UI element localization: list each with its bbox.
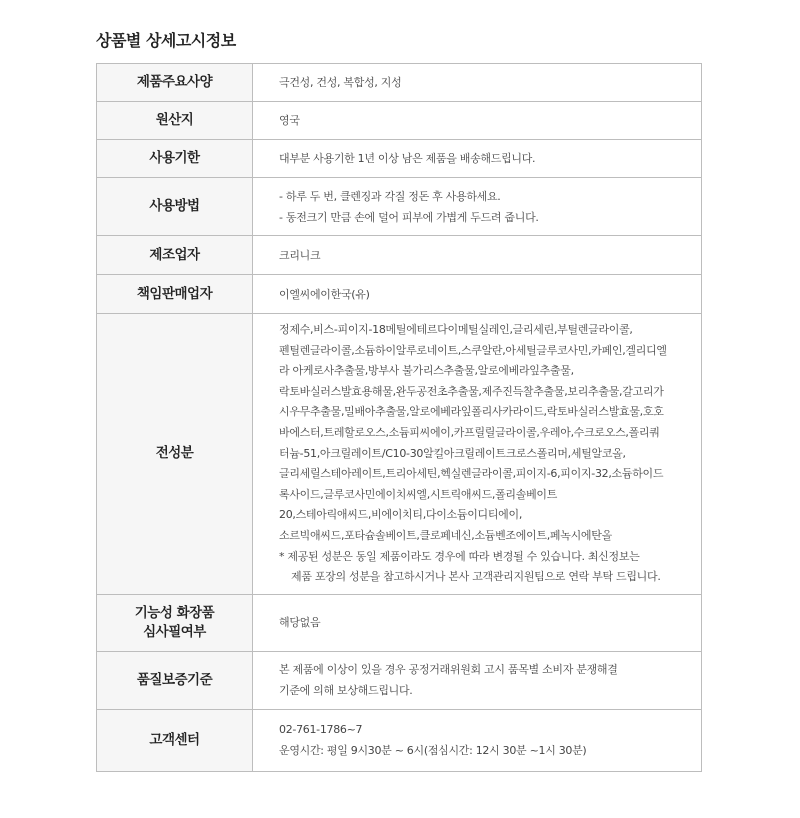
value-line: 정제수,비스-피이지-18메틸에테르다이메틸실레인,글리세린,부틸렌글라이콜, <box>279 323 633 336</box>
row-value <box>253 651 702 709</box>
value-line: 영국 <box>279 114 300 127</box>
value-line: 바에스터,트레할로오스,소듐피씨에이,카프릴릴글라이콜,우레아,수크로오스,폴리쿼 <box>279 425 660 439</box>
value-line: - 하루 두 번, 클렌징과 각질 정돈 후 사용하세요. <box>279 189 501 203</box>
row-value <box>253 102 702 140</box>
ingredients-value <box>253 314 702 595</box>
row-value <box>253 140 702 178</box>
row-label: 책임판매업자 <box>97 275 253 314</box>
row-label: 제품주요사양 <box>97 64 253 102</box>
row-value <box>253 64 702 102</box>
label-line: 기능성 화장품 <box>134 604 215 621</box>
value-line: 운영시간: 평일 9시30분 ~ 6시(점심시간: 12시 30분 ~1시 30분) <box>279 744 587 758</box>
table-row <box>97 651 702 709</box>
row-value <box>253 236 702 275</box>
value-line: 20,스테아릭애씨드,비에이치티,다이소듐이디티에이, <box>279 508 523 522</box>
ingredients-note: 제품 포장의 성분을 참고하시거나 본사 고객관리지원팀으로 연락 부탁 드립니다. <box>291 570 661 584</box>
row-label: 고객센터 <box>97 709 253 771</box>
value-line: 록사이드,글루코사민에이치씨엘,시트릭애씨드,폴리솔베이트 <box>279 487 558 501</box>
row-label: 전성분 <box>97 314 253 595</box>
value-line: 기준에 의해 보상해드립니다. <box>279 684 413 698</box>
value-line: 시우무추출물,밀배아추출물,알로에베라잎폴리사카라이드,락토바실러스발효물,호호 <box>279 405 664 419</box>
row-value <box>253 709 702 771</box>
value-line: 소르빅애씨드,포타슘솔베이트,클로페네신,소듐벤조에이트,페녹시에탄올 <box>279 528 612 542</box>
row-label: 사용방법 <box>97 178 253 236</box>
table-row <box>97 140 702 178</box>
label-line: 심사필여부 <box>143 623 206 640</box>
value-line: 대부분 사용기한 1년 이상 남은 제품을 배송해드립니다. <box>279 152 536 165</box>
value-line: 이엘씨에이한국(유) <box>279 287 370 301</box>
table-row <box>97 178 702 236</box>
value-line: - 동전크기 만큼 손에 덜어 피부에 가볍게 두드려 줍니다. <box>279 210 539 224</box>
value-line: 02-761-1786~7 <box>279 723 363 737</box>
value-line: 극건성, 건성, 복합성, 지성 <box>279 76 402 89</box>
row-value <box>253 594 702 651</box>
row-value <box>253 275 702 314</box>
value-line: 펜틸렌글라이콜,소듐하이알루로네이트,스쿠알란,아세틸글루코사민,카페인,겔리디엘 <box>279 343 667 357</box>
table-row <box>97 64 702 102</box>
row-label: 제조업자 <box>97 236 253 275</box>
row-label: 원산지 <box>97 102 253 140</box>
ingredients-note: * 제공된 성분은 동일 제품이라도 경우에 따라 변경될 수 있습니다. 최신정보는 <box>279 549 640 563</box>
table-row <box>97 102 702 140</box>
row-value <box>253 178 702 236</box>
table-row <box>97 709 702 771</box>
row-label <box>97 594 253 651</box>
table-row <box>97 236 702 275</box>
table-row <box>97 314 702 595</box>
value-line: 크리니크 <box>279 248 321 262</box>
value-line: 글리세릴스테아레이트,트리아세틴,헥실렌글라이콜,피이지-6,피이지-32,소듐하이드 <box>279 467 664 481</box>
value-line: 락토바실러스발효용해물,완두공전초추출물,제주진득찰추출물,보리추출물,갈고리가 <box>279 384 664 398</box>
value-line: 터늄-51,아크릴레이트/C10-30알킬아크릴레이트크로스폴리머,세틸알코올, <box>279 446 626 460</box>
product-info-table <box>96 63 702 772</box>
table-row <box>97 275 702 314</box>
page-title: 상품별 상세고시정보 <box>96 31 236 50</box>
row-label: 사용기한 <box>97 140 253 178</box>
value-line: 본 제품에 이상이 있을 경우 공정거래위원회 고시 품목별 소비자 분쟁해결 <box>279 663 618 677</box>
table-row <box>97 594 702 651</box>
value-line: 라 아케로사추출물,방부사 불가리스추출물,알로에베라잎추출물, <box>279 364 574 378</box>
row-label: 품질보증기준 <box>97 651 253 709</box>
value-line: 해당없음 <box>279 616 321 630</box>
